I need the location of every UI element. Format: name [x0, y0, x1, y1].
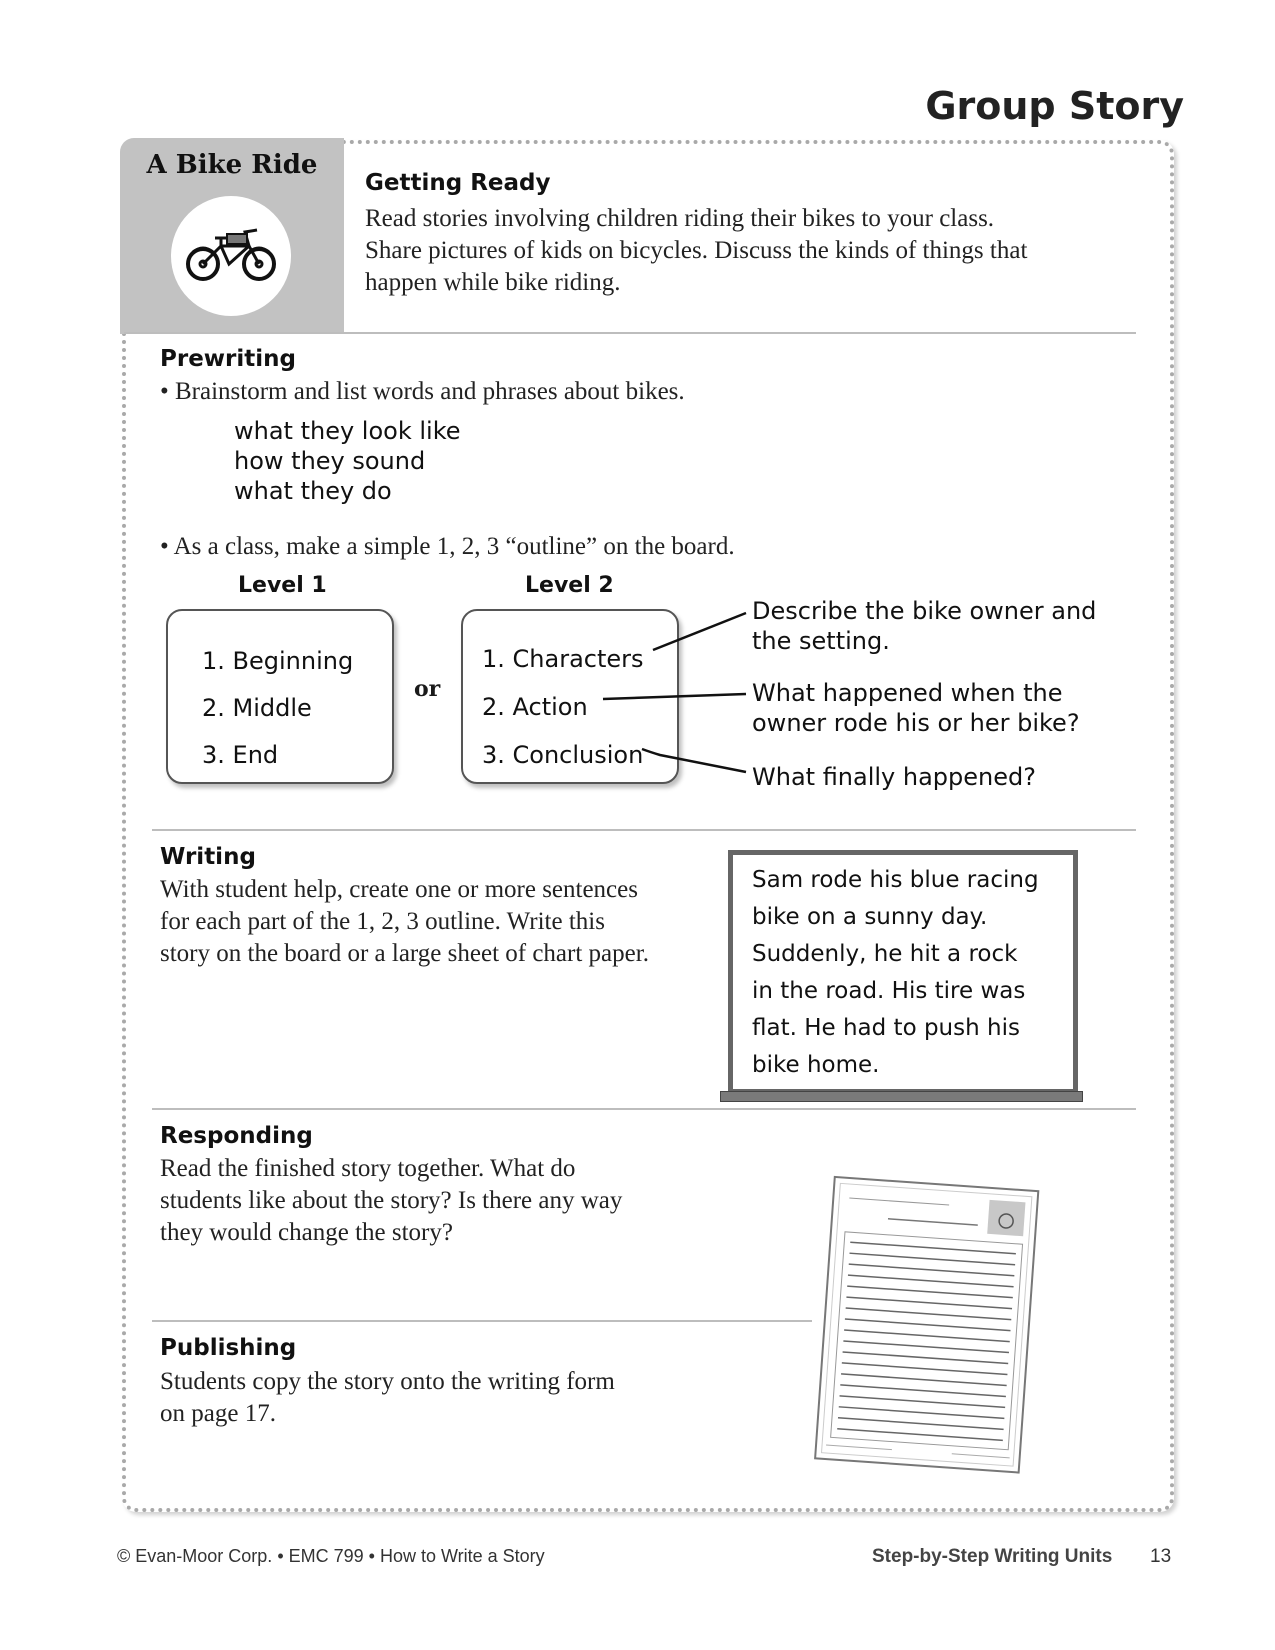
text-line: students like about the story? Is there any way [160, 1187, 623, 1214]
outline-item: 3. End [202, 741, 279, 769]
note-line: owner rode his or her bike? [752, 709, 1080, 737]
note-conclusion [752, 762, 1036, 792]
prewriting-bullet-2: • As a class, make a simple 1, 2, 3 “outline” on the board. [160, 533, 735, 560]
note-line: Describe the bike owner and [752, 597, 1097, 625]
board-ledge [720, 1091, 1083, 1102]
note-characters [752, 596, 1096, 656]
text-line: they would change the story? [160, 1219, 453, 1246]
responding-heading: Responding [160, 1123, 313, 1149]
note-line: What happened when the [752, 679, 1063, 707]
note-line: What finally happened? [752, 763, 1036, 791]
board-line: in the road. His tire was [752, 978, 1026, 1004]
text-line: With student help, create one or more sentences [160, 876, 638, 903]
text-line: Share pictures of kids on bicycles. Discuss the kinds of things that [365, 237, 1028, 264]
prewriting-bullet-1: • Brainstorm and list words and phrases about bikes. [160, 378, 685, 405]
board-line: Suddenly, he hit a rock [752, 941, 1018, 967]
level-2-label: Level 2 [525, 573, 614, 598]
writing-text [160, 874, 690, 970]
outline-item: 2. Action [482, 693, 588, 721]
responding-text [160, 1153, 680, 1249]
or-label: or [414, 676, 441, 702]
list-item: what they do [234, 477, 392, 505]
outline-item: 3. Conclusion [482, 741, 644, 769]
outline-item: 1. Characters [482, 645, 644, 673]
writing-heading: Writing [160, 844, 256, 870]
text-line: story on the board or a large sheet of chart paper. [160, 940, 649, 967]
board-line: bike on a sunny day. [752, 904, 988, 930]
section-divider [152, 829, 1136, 831]
board-line: Sam rode his blue racing [752, 867, 1039, 893]
board-story-text [752, 862, 1062, 1084]
section-divider [152, 1320, 812, 1322]
page-number: 13 [1150, 1546, 1172, 1567]
text-line: Read stories involving children riding their bikes to your class. [365, 205, 995, 232]
footer-series: Step-by-Step Writing Units [872, 1546, 1113, 1567]
outline-item: 2. Middle [202, 694, 312, 722]
list-item: what they look like [234, 417, 461, 445]
text-line: for each part of the 1, 2, 3 outline. Write this [160, 908, 605, 935]
page-title: Group Story [925, 84, 1184, 128]
publishing-text [160, 1366, 680, 1430]
outline-item: 1. Beginning [202, 647, 354, 675]
text-line: happen while bike riding. [365, 269, 621, 296]
publishing-heading: Publishing [160, 1335, 297, 1361]
getting-ready-heading: Getting Ready [365, 170, 551, 196]
board-line: flat. He had to push his [752, 1015, 1020, 1041]
prewriting-heading: Prewriting [160, 346, 296, 372]
note-line: the setting. [752, 627, 890, 655]
list-item: how they sound [234, 447, 426, 475]
section-divider [152, 1108, 1136, 1110]
text-line: Read the finished story together. What do [160, 1155, 576, 1182]
note-action [752, 678, 1080, 738]
writing-form-thumbnail [790, 1170, 1070, 1500]
level-1-label: Level 1 [238, 573, 327, 598]
board-line: bike home. [752, 1052, 880, 1078]
unit-title: A Bike Ride [146, 150, 318, 180]
footer-copyright: © Evan-Moor Corp. • EMC 799 • How to Write a Story [117, 1546, 545, 1566]
text-line: on page 17. [160, 1400, 276, 1427]
text-line: Students copy the story onto the writing form [160, 1368, 615, 1395]
